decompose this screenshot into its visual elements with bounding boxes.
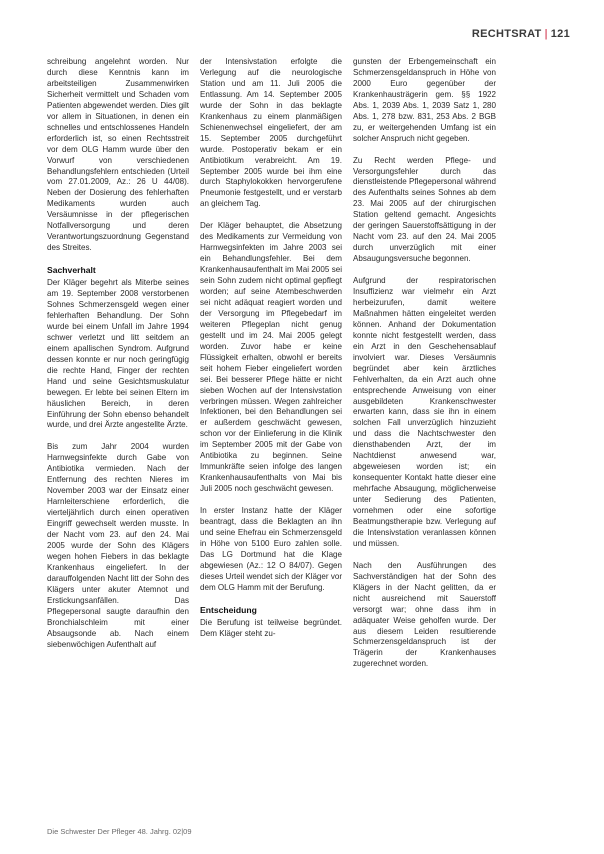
paragraph: der Intensivstation erfolgte die Verlegung auf die neurologische Station und am 11. Juli 2005 die Entlassung. Am 14. September 2005 wurde der Sohn in das beklagte Krankenhaus zu einem planmäßigen Schienenwechsel eingeliefert, der am 15. September 2005 durchgeführt wurde. Postoperativ bekam er ein Antibiotikum verabreicht. Am 19. September 2005 wurde bei ihm eine durch Staphylokokken hervorgerufene Pneumonie festgestellt, und er verstarb an gleichem Tag.	[200, 57, 342, 209]
section-heading-sachverhalt: Sachverhalt	[47, 265, 96, 276]
page-footer: Die Schwester Der Pfleger 48. Jahrg. 02|09	[47, 827, 192, 836]
paragraph: Der Kläger behauptet, die Absetzung des Medikaments zur Vermeidung von Harnwegsinfekten im Jahre 2003 sei ein Behandlungsfehler. Bei dem Krankenhausaufenthalt im Mai 2005 sei sein Sohn zudem nicht optimal gepflegt worden; auf seine Atembeschwerden sei nicht adäquat reagiert worden und der Versorgung im Pflegebedarf im weiteren Pflegeplan nicht genug gestellt und im 24. Mai 2005 gelegt worden. Zuvor habe er keine Flüssigkeit erhalten, obwohl er bereits seit hohem Fieber eingeliefert worden sei. Bei besserer Pflege hätte er nicht sieben Wochen auf der Intensivstation verbringen müssen. Wegen zahlreicher Infektionen, bei den Behandlungen sei er außerdem geschwächt gewesen, schon vor der Einlieferung in die Klinik im September 2005 mit der Gabe von Antibiotika zu beginnen. Seine Immunkräfte seien infolge des langen Krankenhausaufenthalts von Mai bis Juli 2005 noch geschwächt gewesen.	[200, 221, 342, 494]
paragraph: Bis zum Jahr 2004 wurden Harnwegsinfekte durch Gabe von Antibiotika vermieden. Nach der Entfernung des rechten Nieres im November 2003 war der Einsatz einer Harnleiterschiene erforderlich, die vierteljährlich durch einen operativen Eingriff gewechselt werden musste. In der Nacht vom 23. auf den 24. Mai 2005 wurde der Sohn des Klägers wegen hohen Fiebers in das beklagte Krankenhaus eingeliefert. In der darauffolgenden Nacht litt der Sohn des Klägers unter akuter Atemnot und Erstickungsanfällen. Das Pflegepersonal saugte daraufhin den Bronchialschleim mit einer Absaugsonde ab. Nach einem siebenwöchigen Aufenthalt auf	[47, 442, 189, 649]
section-title: RECHTSRAT	[471, 28, 542, 40]
paragraph: Die Berufung ist teilweise begründet. Dem Kläger steht zu-	[200, 617, 342, 638]
paragraph: Zu Recht werden Pflege- und Versorgungsfehler durch das dienstleistende Pflegepersonal während des Aufenthalts seines Sohnes ab dem 23. Mai 2005 auf der chirurgischen Station geltend gemacht. Angesichts der geringen Sauerstoffsättigung in der Nacht vom 23. auf den 24. Mai 2005 durch unverzüglich mit einer Absaugungsversuche begonnen.	[353, 155, 496, 264]
paragraph: Der Kläger begehrt als Miterbe seines am 19. September 2008 verstorbenen Sohnes Schmerzensgeld wegen einer fehlerhaften Behandlung. Der Sohn wurde bei einem Unfall im Jahre 1994 schwer verletzt und litt seitdem an einem apallischen Syndrom. Aufgrund dessen konnte er nur noch geringfügig die rechte Hand, Finger der rechten Hand und seine Gesichtsmuskulatur bewegen. Er lebte bei seinen Eltern im häuslichen Bereich, in deren Einführung der Sohn ebenso behandelt wurde, und drei Ärzte angestellte Ärzte.	[47, 278, 189, 430]
paragraph: In erster Instanz hatte der Kläger beantragt, dass die Beklagten an ihn und seine Ehefrau ein Schmerzensgeld in Höhe von 5100 Euro zahlen solle. Das LG Dortmund hat die Klage abgewiesen (Az.: 12 O 84/07). Gegen dieses Urteil wendet sich der Kläger vor dem OLG Hamm mit der Berufung.	[200, 506, 342, 592]
running-header	[472, 28, 570, 40]
text-column-1	[47, 57, 189, 661]
text-column-3	[353, 57, 496, 681]
section-heading-entscheidung: Entscheidung	[200, 604, 257, 615]
page-number: 121	[550, 28, 570, 40]
paragraph: Nach den Ausführungen des Sachverständigen hat der Sohn des Klägers in der Nacht gelitten, da er nicht ausreichend mit Sauerstoff versorgt war; ohne dass ihm in adäquater Weise geholfen wurde. Der aus diesem Leiden resultierende Schmerzensgeldanspruch ist der Trägerin der Krankenhauses zugerechnet worden.	[353, 560, 496, 669]
header-separator: |	[544, 28, 548, 40]
paragraph: schreibung angelehnt worden. Nur durch diese Kenntnis kann im arbeitsteiligen Zusammenwirken Sicherheit vermittelt und Schaden vom Patienten abgewendet werden. Dies gilt vor allem in Situationen, in denen ein schnelles und entschlossenes Handeln erforderlich ist, so einen Rechtsstreit vor dem OLG Hamm wurde über den Vorwurf von verschiedenen Behandlungsfehlern entschieden (Urteil vom 27.01.2009, Az.: 26 U 44/08). Neben der Dosierung des fehlerhaften Medikaments wurden auch Versäumnisse in der pflegerischen Notfallversorgung und deren Verantwortungszuordnung Gegenstand des Streites.	[47, 57, 189, 253]
paragraph: gunsten der Erbengemeinschaft ein Schmerzensgeldanspruch in Höhe von 2000 Euro gegenüber der Krankenhausträgerin gem. §§ 1922 Abs. 1, 2039 Abs. 1, 2039 Satz 1, 280 Abs. 1, 278 bzw. 831, 253 Abs. 2 BGB zu, er weitergehenden Umfang ist ein solcher Anspruch nicht gegeben.	[353, 57, 496, 143]
paragraph: Aufgrund der respiratorischen Insuffizienz war vielmehr ein Arzt herbeizurufen, damit weitere Maßnahmen hätten eingeleitet werden können. Anhand der Dokumentation konnte nicht festgestellt werden, dass ein Arzt in den Geschehensablauf involviert war. Dieses Versäumnis begründet aber kein ärztliches Fehlverhalten, da ein Arzt auch ohne entsprechende Anweisung von einer ausgebildeten Krankenschwester erwarten kann, dass sie ihn in einem solchen Fall unverzüglich hinzuzieht und dass die Nachtschwester den diensthabenden Arzt, der im Nachtdienst anwesend war, abgeweiesen worden ist; ein konsequenter Kontakt hatte dieser eine mehrfache Absaugung, möglicherweise unter Sedierung des Patienten, vornehmen oder eine sofortige Beatmungstherapie bzw. Verlegung auf die Intensivstation veranlassen können und müssen.	[353, 276, 496, 548]
text-column-2	[200, 57, 342, 650]
